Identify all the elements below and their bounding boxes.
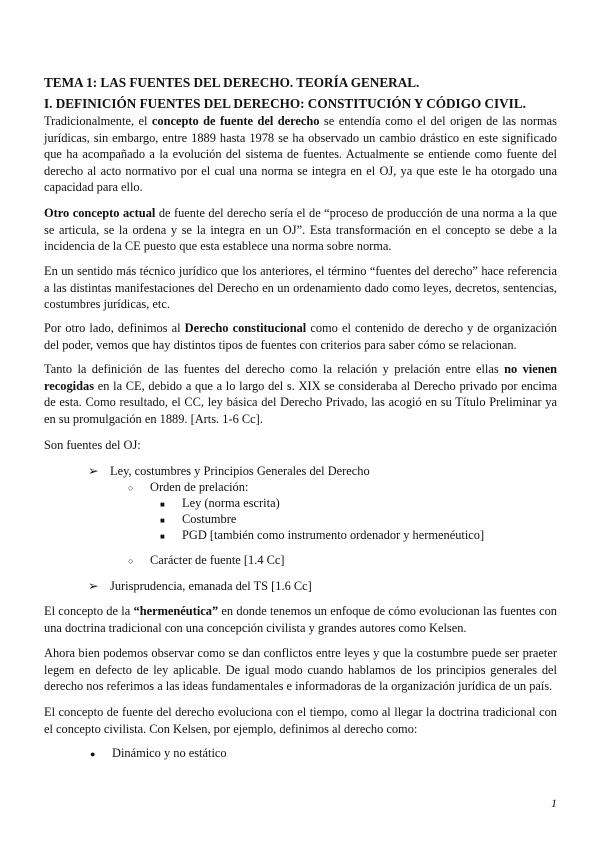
list-item-text: Costumbre xyxy=(182,512,237,526)
list-item xyxy=(128,479,248,496)
dot-bullet-icon: ● xyxy=(90,749,96,759)
page-number: 1 xyxy=(551,796,557,810)
paragraph: En un sentido más técnico jurídico que los anteriores, el término “fuentes del derecho” hace referencia a las distintas manifestaciones del Derecho en un ordenamiento dado como leyes, decretos, sentencias, costumbres jurídicas, etc. xyxy=(44,264,557,312)
paragraph: Tanto la definición de las fuentes del derecho como la relación y prelación entre ellas no vienen recogidas en la CE, debido a que a lo largo del s. XIX se consideraba al Derecho privado por encima de esta. Como resultado, el CC, ley básica del Derecho Privado, las acogió en su Título Preliminar ya en su promulgación en 1889. [Arts. 1-6 Cc]. xyxy=(44,362,557,426)
document-title: TEMA 1: LAS FUENTES DEL DERECHO. TEORÍA GENERAL. xyxy=(44,75,420,90)
paragraph: Tradicionalmente, el concepto de fuente del derecho se entendía como el del origen de las normas jurídicas, sin embargo, entre 1889 hasta 1978 se ha observado un cambio drástico en este significado que ha acompañado a la evolución del sistema de fuentes. Actualmente se entiende como fuente del derecho al acto normativo por el cual una norma se integra en el OJ, ya que este le ha otorgado una capacidad para ello. xyxy=(44,114,557,195)
square-bullet-icon: ■ xyxy=(160,500,165,509)
paragraph: Otro concepto actual de fuente del derecho sería el de “proceso de producción de una norma a la que se articula, se la ordena y se la integra en un OJ”. Esta transformación en el concepto se debe a la incidencia de la CE puesto que esta establece una norma sobre norma. xyxy=(44,206,558,254)
circle-bullet-icon: ○ xyxy=(128,556,134,566)
paragraph: Son fuentes del OJ: xyxy=(44,438,141,452)
list-item xyxy=(128,552,285,569)
square-bullet-icon: ■ xyxy=(160,516,165,525)
list-item-text: Ley (norma escrita) xyxy=(182,496,280,510)
list-item xyxy=(90,745,227,762)
arrow-bullet-icon: ➢ xyxy=(88,579,99,593)
section-heading: I. DEFINICIÓN FUENTES DEL DERECHO: CONSTITUCIÓN Y CÓDIGO CIVIL. xyxy=(44,96,526,111)
list-item-text: Orden de prelación: xyxy=(150,480,249,494)
circle-bullet-icon: ○ xyxy=(128,483,134,493)
paragraph: Ahora bien podemos observar como se dan conflictos entre leyes y que la costumbre puede ser praeter legem en defecto de ley aplicable. De igual modo cuando hablamos de los principios generales del derecho nos referimos a las ideas fundamentales e informadoras de la organización jurídica de un país. xyxy=(44,646,557,694)
list-item xyxy=(88,463,370,479)
paragraph: El concepto de la “hermenéutica” en donde tenemos un enfoque de cómo evolucionan las fuentes con una doctrina tradicional con una concepción civilista y grandes autores como Kelsen. xyxy=(44,604,558,635)
paragraph: Por otro lado, definimos al Derecho constitucional como el contenido de derecho y de organización del poder, vemos que hay distintos tipos de fuentes con criterios para saber cómo se relacionan. xyxy=(44,321,557,352)
arrow-bullet-icon: ➢ xyxy=(88,464,99,478)
list-item-text: Ley, costumbres y Principios Generales del Derecho xyxy=(110,464,370,478)
paragraph: El concepto de fuente del derecho evoluciona con el tiempo, como al llegar la doctrina tradicional con el concepto civilista. Con Kelsen, por ejemplo, definimos al derecho como: xyxy=(44,705,557,736)
list-item xyxy=(88,578,312,594)
list-item-text: PGD [también como instrumento ordenador y hermenéutico] xyxy=(182,528,485,542)
list-item-text: Jurisprudencia, emanada del TS [1.6 Cc] xyxy=(110,579,312,593)
list-item xyxy=(160,527,484,545)
list-item-text: Dinámico y no estático xyxy=(112,746,227,760)
square-bullet-icon: ■ xyxy=(160,532,165,541)
list-item-text: Carácter de fuente [1.4 Cc] xyxy=(150,553,285,567)
